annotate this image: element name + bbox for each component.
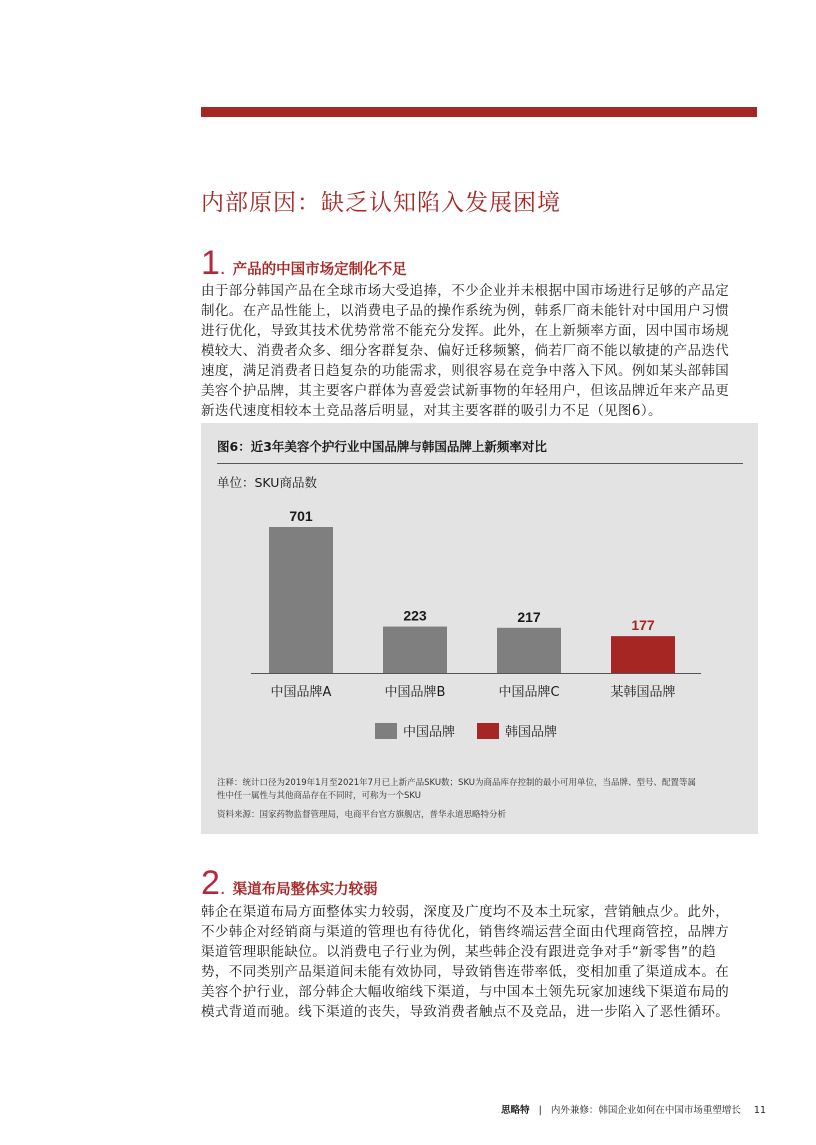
header-accent-bar [201,107,757,117]
section-1-number: 1 [201,244,220,282]
category-label: 中国品牌A [270,685,332,700]
page-number: 11 [753,1105,766,1116]
section-1-dot: . [219,257,226,279]
section-2-heading [201,864,378,903]
bar-1 [269,527,333,673]
bar-2 [383,627,447,673]
bar-value-label: 223 [403,607,427,624]
category-label: 中国品牌B [384,685,446,700]
footer-doc-title: 内外兼修：韩国企业如何在中国市场重塑增长 [550,1105,741,1116]
figure-notes [217,777,745,822]
bar-value-label: 177 [631,617,655,634]
paragraph-line: 新迭代速度相较本土竞品落后明显，对其主要客群的吸引力不足（见图6）。 [201,403,662,419]
section-1-title: 产品的中国市场定制化不足 [232,262,407,278]
paragraph-line: 势，不同类别产品渠道间未能有效协同，导致销售连带率低，变相加重了渠道成本。在 [201,964,730,980]
section-1-paragraph [201,281,761,421]
bar-value-label: 701 [289,508,313,524]
category-label: 中国品牌C [498,685,560,700]
paragraph-line: 渠道管理职能缺位。以消费电子行业为例，某些韩企没有跟进竞争对手“新零售”的趋 [201,944,717,960]
figure-source: 资料来源：国家药物监督管理局，电商平台官方旗舰店，普华永道思略特分析 [217,810,507,820]
bar-chart [201,423,758,773]
note-line: 注释：统计口径为2019年1月至2021年7月已上新产品SKU数；SKU为商品库存控制的最小可用单位，当品牌、型号、配置等属 [217,778,697,788]
bar-3 [497,628,561,673]
paragraph-line: 模较大、消费者众多、细分客群复杂、偏好迁移频繁，倘若厂商不能以敏捷的产品迭代 [201,343,730,359]
section-2-paragraph [201,902,761,1022]
paragraph-line: 进行优化，导致其技术优势常常不能充分发挥。此外，在上新频率方面，因中国市场规 [201,323,730,339]
paragraph-line: 由于部分韩国产品在全球市场大受追捧，不少企业并未根据中国市场进行足够的产品定 [201,283,730,299]
paragraph-line: 美容个护品牌，其主要客户群体为喜爱尝试新事物的年轻用户，但该品牌近年来产品更 [201,383,730,399]
section-2-number: 2 [201,864,220,902]
legend-label: 中国品牌 [403,725,456,740]
section-2-dot: . [219,877,226,899]
legend-swatch-1 [375,723,397,739]
paragraph-line: 制化。在产品性能上，以消费电子品的操作系统为例，韩系厂商未能针对中国用户习惯 [201,303,730,319]
legend-label: 韩国品牌 [505,725,558,740]
paragraph-line: 不少韩企对经销商与渠道的管理也有待优化，销售终端运营全面由代理商管控，品牌方 [201,924,730,940]
footer-brand: 思略特 [501,1105,530,1116]
paragraph-line: 韩企在渠道布局方面整体实力较弱，深度及广度均不及本土玩家，营销触点少。此外， [201,904,730,920]
section-2-title: 渠道布局整体实力较弱 [232,882,378,898]
legend-swatch-2 [477,723,499,739]
footer-separator: | [538,1105,542,1116]
figure-6-panel [201,423,758,834]
page-footer [501,1102,766,1116]
note-line: 性中任一属性与其他商品存在不同时，可称为一个SKU [217,791,421,801]
paragraph-line: 美容个护行业，部分韩企大幅收缩线下渠道，与中国本土领先玩家加速线下渠道布局的 [201,984,730,1000]
category-label: 某韩国品牌 [610,685,676,700]
bar-value-label: 217 [517,608,541,625]
section-1-heading [201,244,407,283]
figure-unit-label: 单位：SKU商品数 [217,475,317,490]
paragraph-line: 速度，满足消费者日趋复杂的功能需求，则很容易在竞争中落入下风。例如某头部韩国 [201,363,730,379]
page-title: 内部原因：缺乏认知陷入发展困境 [201,190,561,216]
figure-title: 图6：近3年美容个护行业中国品牌与韩国品牌上新频率对比 [217,439,547,454]
paragraph-line: 模式背道而驰。线下渠道的丧失，导致消费者触点不及竞品，进一步陷入了恶性循环。 [201,1004,730,1020]
bar-4 [611,636,675,673]
